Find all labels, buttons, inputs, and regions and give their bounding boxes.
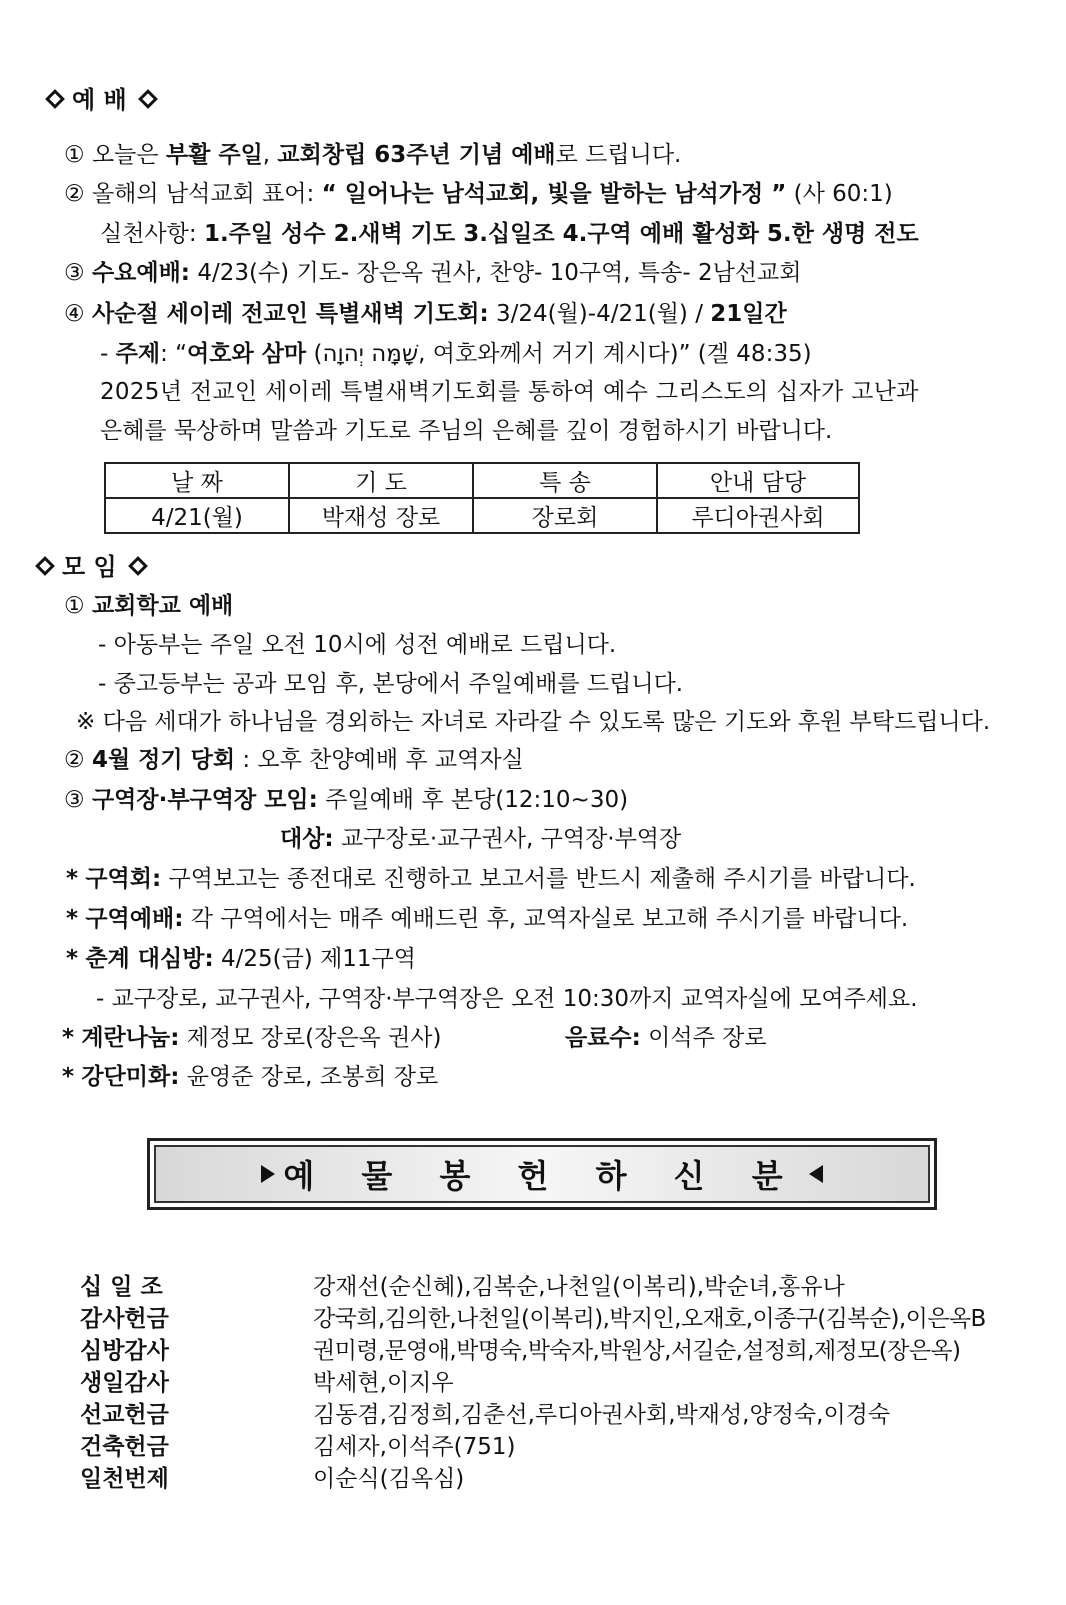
offering-names: 강국희,김의한,나천일(이복리),박지인,오재호,이종구(김복순),이은옥B <box>313 1306 986 1332</box>
table-row <box>105 498 859 533</box>
meeting-sub-line <box>98 630 616 660</box>
item-bold: 교회학교 예배 <box>91 593 234 619</box>
table-cell: 박재성 장로 <box>289 498 473 533</box>
item-text: 올해의 남석교회 표어: <box>91 181 322 207</box>
theme-title: 여호와 삼마 <box>187 341 307 367</box>
item-text: - 교구장로, 교구권사, 구역장·부구역장은 오전 10:30까지 교역자실에 모여주세요. <box>96 986 918 1012</box>
item-bold: 21일간 <box>710 301 787 327</box>
meeting-bullet-line <box>66 944 416 974</box>
item-text: - 중고등부는 공과 모임 후, 본당에서 주일예배를 드립니다. <box>98 671 684 697</box>
offering-names: 강재선(순신혜),김복순,나천일(이복리),박순녀,홍유나 <box>313 1274 845 1300</box>
item-text: - <box>100 341 116 367</box>
worship-desc-line-2 <box>100 416 832 446</box>
item-text: 각 구역에서는 매주 예배드린 후, 교역자실로 보고해 주시기를 바랍니다. <box>183 906 909 932</box>
worship-section-header <box>40 84 165 116</box>
offering-label: 심방감사 <box>80 1338 169 1364</box>
diamond-icon <box>45 89 65 109</box>
item-text: (שָׁמָּה יְהוָה, 여호와께서 거기 계시다)” (겔 48:35) <box>306 341 812 367</box>
worship-practice-line <box>100 219 919 249</box>
item-text: - 아동부는 주일 오전 10시에 성전 예배로 드립니다. <box>98 632 617 658</box>
item-number: ② <box>64 181 85 207</box>
item-text: 4/23(수) 기도- 장은옥 권사, 찬양- 10구역, 특송- 2남선교회 <box>190 260 802 286</box>
item-number: ③ <box>64 260 85 286</box>
item-bold: 수요예배: <box>91 260 191 286</box>
item-text: 이석주 장로 <box>640 1025 767 1051</box>
meeting-bullet-line <box>62 1023 441 1053</box>
practice-list: 1.주일 성수 2.새벽 기도 3.십일조 4.구역 예배 활성화 5.한 생명 전도 <box>203 221 919 247</box>
meeting-sub-line <box>98 669 683 699</box>
item-number: ② <box>64 747 85 773</box>
meeting-bullet-line <box>66 904 908 934</box>
offering-label: 감사헌금 <box>80 1306 169 1332</box>
offering-names: 권미령,문영애,박명숙,박숙자,박원상,서길순,설정희,제정모(장은옥) <box>313 1338 961 1364</box>
table-cell: 4/21(월) <box>105 498 289 533</box>
offering-label: 건축헌금 <box>80 1434 169 1460</box>
meeting-item-2 <box>64 745 524 775</box>
item-bold: 구역장·부구역장 모임: <box>91 787 318 813</box>
item-text: 3/24(월)-4/21(월) / <box>488 301 711 327</box>
bullet-star: * <box>66 946 79 972</box>
item-text: 주일예배 후 본당(12:10~30) <box>317 787 629 813</box>
triangle-left-icon <box>809 1165 823 1183</box>
item-text: : “ <box>160 341 188 367</box>
item-number: ③ <box>64 787 85 813</box>
item-text: 윤영준 장로, 조봉희 장로 <box>179 1064 439 1090</box>
meeting-target-line <box>280 824 681 854</box>
table-header-row <box>105 463 859 498</box>
table-cell: 장로회 <box>473 498 657 533</box>
item-bold: 주제 <box>115 341 161 367</box>
offering-banner-inner <box>154 1145 930 1203</box>
meeting-section-title: 모 임 <box>62 553 117 581</box>
meeting-sub-line <box>96 984 918 1014</box>
bullet-star: * <box>66 906 79 932</box>
worship-item-3 <box>64 258 801 288</box>
table-header-cell: 기 도 <box>289 463 473 498</box>
table-cell: 루디아권사회 <box>657 498 859 533</box>
item-text: : 오후 찬양예배 후 교역자실 <box>235 747 524 773</box>
diamond-icon <box>138 89 158 109</box>
meeting-section-header <box>30 551 155 583</box>
offering-label: 생일감사 <box>80 1370 169 1396</box>
meeting-bullet-line <box>62 1062 438 1092</box>
meeting-drink-line <box>565 1023 767 1053</box>
worship-theme-line <box>100 339 812 369</box>
item-bold: 음료수: <box>565 1025 641 1051</box>
offering-names: 박세현,이지우 <box>313 1370 454 1396</box>
offering-names: 이순식(김옥심) <box>313 1466 465 1492</box>
bullet-star: * <box>66 866 79 892</box>
bullet-star: * <box>62 1064 75 1090</box>
offering-names: 김동겸,김정희,김춘선,루디아권사회,박재성,양정숙,이경숙 <box>313 1402 891 1428</box>
item-bold: 계란나눔: <box>81 1025 180 1051</box>
worship-item-4 <box>64 299 787 329</box>
item-bold: 부활 주일 <box>165 142 263 168</box>
item-text: 2025년 전교인 세이레 특별새벽기도회를 통하여 예수 그리스도의 십자가 고난과 <box>100 379 919 405</box>
table-header-cell: 안내 담당 <box>657 463 859 498</box>
offering-label: 선교헌금 <box>80 1402 169 1428</box>
meeting-item-3 <box>64 785 628 815</box>
diamond-icon <box>128 556 148 576</box>
item-number: ① <box>64 142 85 168</box>
meeting-item-1 <box>64 591 233 621</box>
bible-reference: (사 60:1) <box>786 181 893 207</box>
prayer-schedule-table <box>104 462 860 534</box>
item-bold: 구역회: <box>85 866 162 892</box>
diamond-icon <box>35 556 55 576</box>
item-bold: 춘계 대심방: <box>85 946 214 972</box>
item-bold: 강단미화: <box>81 1064 180 1090</box>
item-text: , <box>262 142 278 168</box>
item-text: 제정모 장로(장은옥 권사) <box>179 1025 442 1051</box>
item-text: 4/25(금) 제11구역 <box>213 946 416 972</box>
offering-names: 김세자,이석주(751) <box>313 1434 516 1460</box>
item-text: 은혜를 묵상하며 말씀과 기도로 주님의 은혜를 깊이 경험하시기 바랍니다. <box>100 418 833 444</box>
item-text: 실천사항: <box>100 221 204 247</box>
church-motto: “ 일어나는 남석교회, 빛을 발하는 남석가정 ” <box>321 181 787 207</box>
offering-label: 십 일 조 <box>80 1274 163 1300</box>
item-bold: 교회창립 63주년 기념 예배 <box>277 142 556 168</box>
bullet-star: * <box>62 1025 75 1051</box>
item-bold: 사순절 세이레 전교인 특별새벽 기도회: <box>91 301 489 327</box>
worship-item-2 <box>64 179 893 209</box>
worship-desc-line-1 <box>100 377 919 407</box>
triangle-right-icon <box>261 1165 275 1183</box>
item-text: 오늘은 <box>91 142 166 168</box>
item-bold: 4월 정기 당회 <box>91 747 236 773</box>
offering-banner <box>147 1138 937 1210</box>
item-text: 구역보고는 종전대로 진행하고 보고서를 반드시 제출해 주시기를 바랍니다. <box>161 866 916 892</box>
meeting-note-line <box>76 707 990 737</box>
item-number: ④ <box>64 301 85 327</box>
item-number: ① <box>64 593 85 619</box>
offering-title: 예 물 봉 헌 하 신 분 <box>283 1157 801 1195</box>
item-text: ※ 다음 세대가 하나님을 경외하는 자녀로 자라갈 수 있도록 많은 기도와 후원 부탁드립니다. <box>76 709 991 735</box>
item-bold: 구역예배: <box>85 906 184 932</box>
meeting-bullet-line <box>66 864 916 894</box>
table-header-cell: 날 짜 <box>105 463 289 498</box>
worship-section-title: 예 배 <box>72 86 127 114</box>
item-bold: 대상: <box>280 826 334 852</box>
worship-item-1 <box>64 140 681 170</box>
offering-label: 일천번제 <box>80 1466 169 1492</box>
item-text: 로 드립니다. <box>555 142 682 168</box>
table-header-cell: 특 송 <box>473 463 657 498</box>
item-text: 교구장로·교구권사, 구역장·부역장 <box>333 826 682 852</box>
